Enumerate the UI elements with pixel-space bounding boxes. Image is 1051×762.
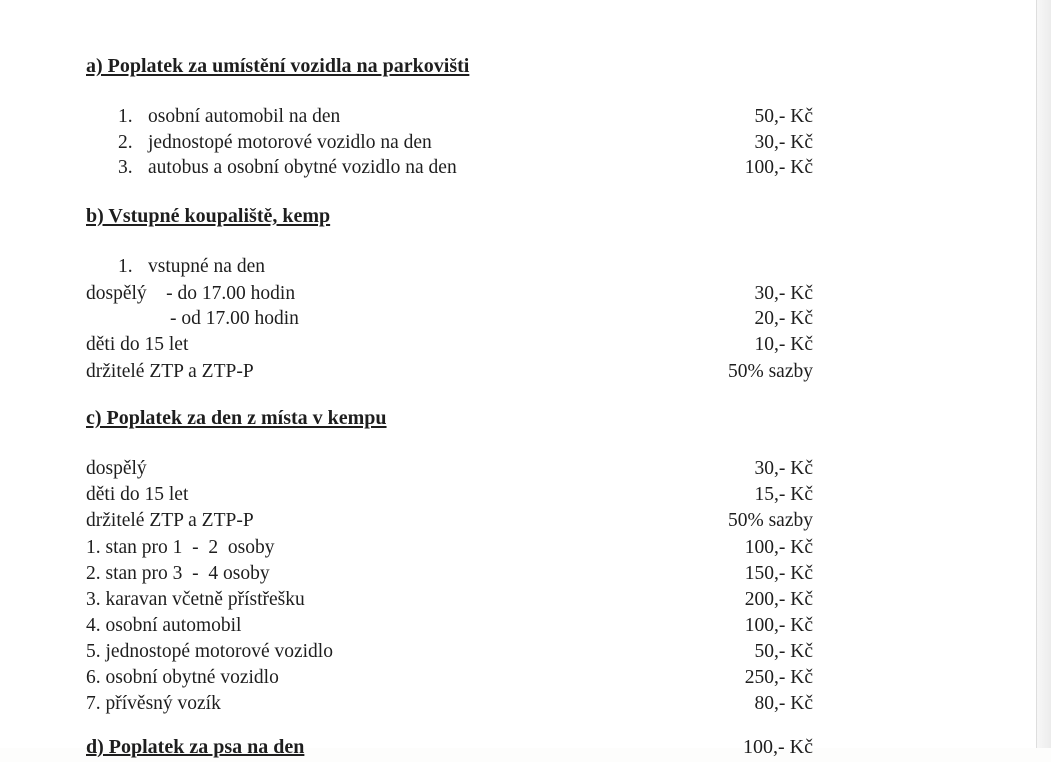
row-label: 3. karavan včetně přístřešku [86,589,305,610]
row-label: dospělý - do 17.00 hodin [86,283,296,304]
row-price: 30,- Kč [754,132,813,153]
row-price: 50,- Kč [754,641,813,662]
row-label: 7. přívěsný vozík [86,693,221,714]
section-c-row-6 [0,588,1051,612]
section-b-heading: b) Vstupné koupaliště, kemp [86,205,331,227]
section-c-row-4 [0,536,1051,560]
row-price: 100,- Kč [744,615,813,636]
section-d-heading: d) Poplatek za psa na den [86,736,305,758]
page-edge [1036,0,1051,748]
row-number: 1. [118,106,133,127]
row-label: 5. jednostopé motorové vozidlo [86,641,333,662]
section-c-row-8 [0,640,1051,664]
section-a-row-3 [0,156,1051,180]
row-label: 4. osobní automobil [86,615,242,636]
row-price: 250,- Kč [744,667,813,688]
section-c-row-2 [0,483,1051,507]
row-price: 30,- Kč [754,458,813,479]
row-price: 10,- Kč [754,334,813,355]
row-label: 6. osobní obytné vozidlo [86,667,279,688]
section-b-intro [0,255,1051,279]
section-c-row-10 [0,692,1051,716]
row-label: autobus a osobní obytné vozidlo na den [148,157,457,178]
row-label: děti do 15 let [86,484,189,505]
row-price: 100,- Kč [744,537,813,558]
row-price: 50,- Kč [754,106,813,127]
section-c-row-9 [0,666,1051,690]
row-price: 200,- Kč [744,589,813,610]
section-b-row-3 [0,333,1051,357]
row-number: 1. [118,256,133,277]
row-price: 100,- Kč [744,157,813,178]
row-price: 30,- Kč [754,283,813,304]
row-label: děti do 15 let [86,334,189,355]
section-c-heading: c) Poplatek za den z místa v kempu [86,407,387,429]
row-label: osobní automobil na den [148,106,341,127]
section-a-row-1 [0,105,1051,129]
section-b-row-1 [0,282,1051,306]
row-label: 1. stan pro 1 - 2 osoby [86,537,275,558]
section-c-row-3 [0,509,1051,533]
section-c-row-7 [0,614,1051,638]
row-label: držitelé ZTP a ZTP-P [86,510,254,531]
row-label: - od 17.00 hodin [170,308,299,329]
row-label: jednostopé motorové vozidlo na den [148,132,432,153]
row-price: 80,- Kč [754,693,813,714]
row-price: 150,- Kč [744,563,813,584]
row-number: 2. [118,132,133,153]
row-label: vstupné na den [148,256,265,277]
section-c-row-5 [0,562,1051,586]
row-price: 15,- Kč [754,484,813,505]
row-price: 20,- Kč [754,308,813,329]
section-d-row [0,732,1051,762]
row-label: 2. stan pro 3 - 4 osoby [86,563,270,584]
section-b-row-4 [0,360,1051,384]
row-price: 50% sazby [727,361,813,382]
row-price: 50% sazby [727,510,813,531]
section-a-heading: a) Poplatek za umístění vozidla na parkovišti [86,55,470,77]
section-c-row-1 [0,457,1051,481]
section-d-price: 100,- Kč [743,736,813,758]
section-b-row-2 [0,307,1051,331]
row-label: dospělý [86,458,147,479]
row-number: 3. [118,157,133,178]
row-label: držitelé ZTP a ZTP-P [86,361,254,382]
section-a-row-2 [0,131,1051,155]
